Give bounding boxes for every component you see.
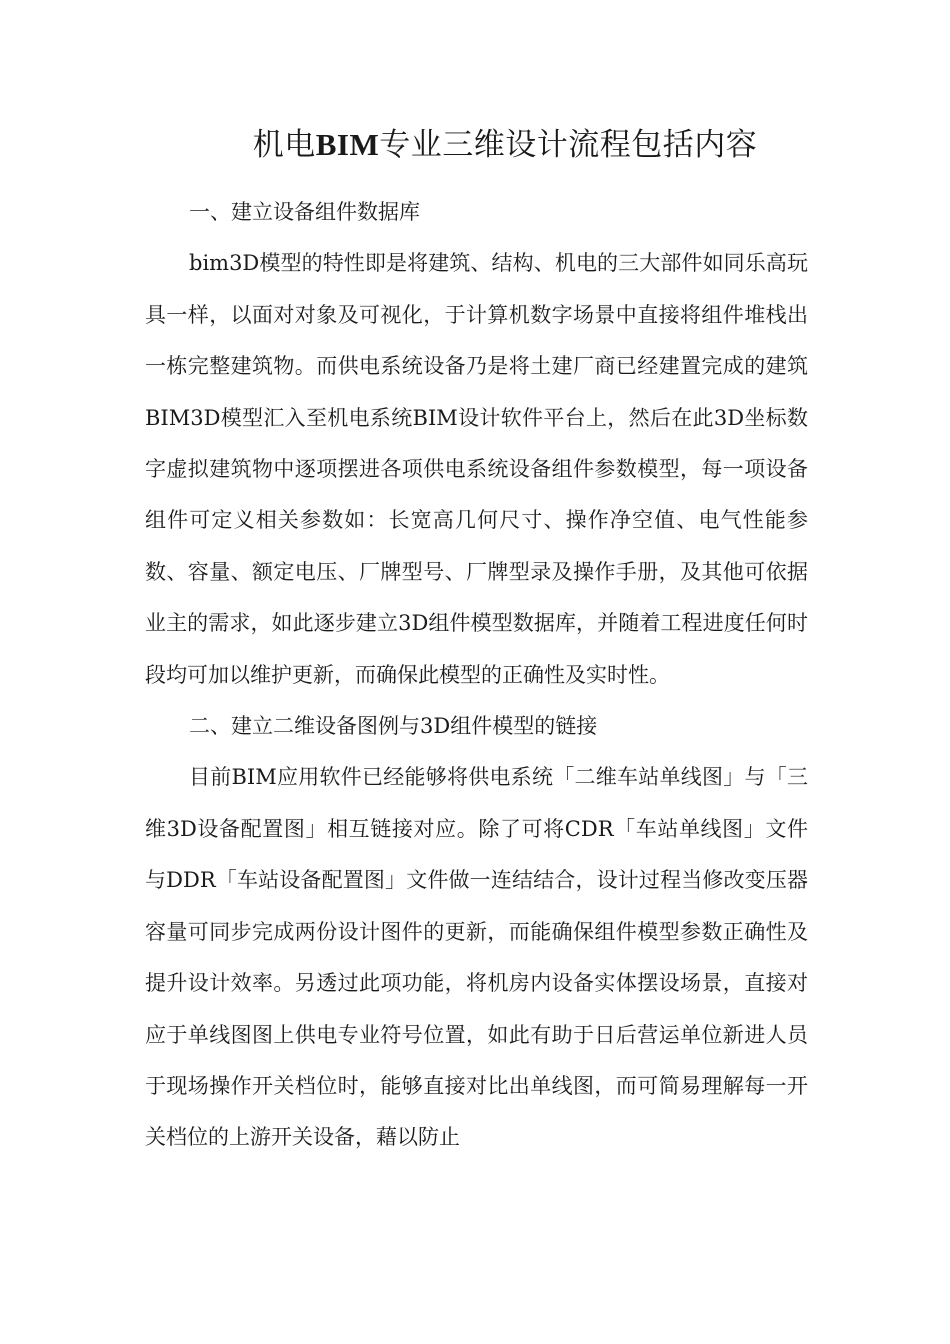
document-body <box>145 187 808 1164</box>
section-paragraph-1: bim3D模型的特性即是将建筑、结构、机电的三大部件如同乐高玩具一样，以面对对象及可视化，于计算机数字场景中直接将组件堆栈出一栋完整建筑物。而供电系统设备乃是将土建厂商已经建置完成的建筑BIM3D模型汇入至机电系统BIM设计软件平台上，然后在此3D坐标数字虚拟建筑物中逐项摆进各项供电系统设备组件参数模型，每一项设备组件可定义相关参数如：长宽高几何尺寸、操作净空值、电气性能参数、容量、额定电压、厂牌型号、厂牌型录及操作手册，及其他可依据业主的需求，如此逐步建立3D组件模型数据库，并随着工程进度任何时段均可加以维护更新，而确保此模型的正确性及实时性。 <box>145 251 808 687</box>
document-title <box>0 118 950 172</box>
title-suffix: 专业三维设计流程包括内容 <box>379 127 758 163</box>
title-bold-bim: BIM <box>315 127 380 162</box>
section-heading-2: 二、建立二维设备图例与3D组件模型的链接 <box>189 714 598 739</box>
section-heading-1: 一、建立设备组件数据库 <box>189 200 420 224</box>
section-paragraph-2: 目前BIM应用软件已经能够将供电系统「二维车站单线图」与「三维3D设备配置图」相互链接对应。除了可将CDR「车站单线图」文件与DDR「车站设备配置图」文件做一连结结合，设计过程当修改变压器容量可同步完成两份设计图件的更新，而能确保组件模型参数正确性及提升设计效率。另透过此项功能，将机房内设备实体摆设场景，直接对应于单线图图上供电专业符号位置，如此有助于日后营运单位新进人员于现场操作开关档位时，能够直接对比出单线图，而可简易理解每一开关档位的上游开关设备，藉以防止 <box>145 765 808 1150</box>
title-prefix: 机电 <box>252 127 316 163</box>
